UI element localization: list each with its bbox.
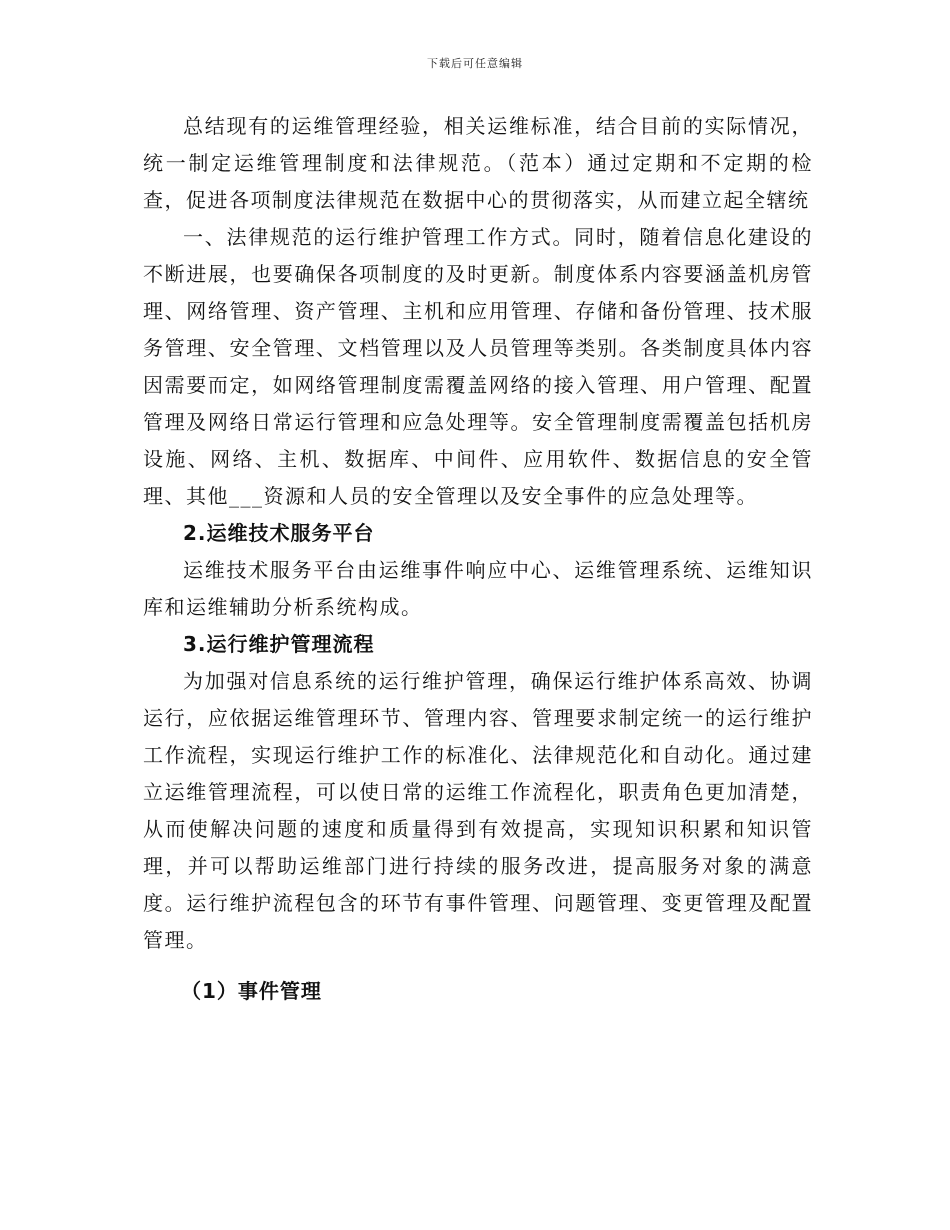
subsection-heading-event-management: （1）事件管理 [181,979,322,1003]
paragraph-management-process: 为加强对信息系统的运行维护管理，确保运行维护体系高效、协调运行，应依据运维管理环节、管理内容、管理要求制定统一的运行维护工作流程，实现运行维护工作的标准化、法律规范化和自动化。通过建立运维管理流程，可以使日常的运维工作流程化，职责角色更加清楚，从而使解决问题的速度和质量得到有效提高，实现知识积累和知识管理，并可以帮助运维部门进行持续的服务改进，提高服务对象的满意度。运行维护流程包含的环节有事件管理、问题管理、变更管理及配置管理。 [143,669,813,952]
document-body [143,108,813,1010]
paragraph-service-platform: 运维技术服务平台由运维事件响应中心、运维管理系统、运维知识库和运维辅助分析系统构成。 [143,558,813,619]
page-header: 下载后可任意编辑 [427,57,523,70]
section-heading-service-platform: 2.运维技术服务平台 [183,521,375,545]
paragraph-intro: 总结现有的运维管理经验，相关运维标准，结合目前的实际情况，统一制定运维管理制度和法律规范。（范本）通过定期和不定期的检查，促进各项制度法律规范在数据中心的贯彻落实，从而建立起全辖统 [143,114,813,212]
section-heading-management-process: 3.运行维护管理流程 [183,632,375,656]
paragraph-management-methods: 一、法律规范的运行维护管理工作方式。同时，随着信息化建设的不断进展，也要确保各项制度的及时更新。制度体系内容要涵盖机房管理、网络管理、资产管理、主机和应用管理、存储和备份管理、技术服务管理、安全管理、文档管理以及人员管理等类别。各类制度具体内容因需要而定，如网络管理制度需覆盖网络的接入管理、用户管理、配置管理及网络日常运行管理和应急处理等。安全管理制度需覆盖包括机房设施、网络、主机、数据库、中间件、应用软件、数据信息的安全管理、其他___资源和人员的安全管理以及安全事件的应急处理等。 [143,225,813,508]
